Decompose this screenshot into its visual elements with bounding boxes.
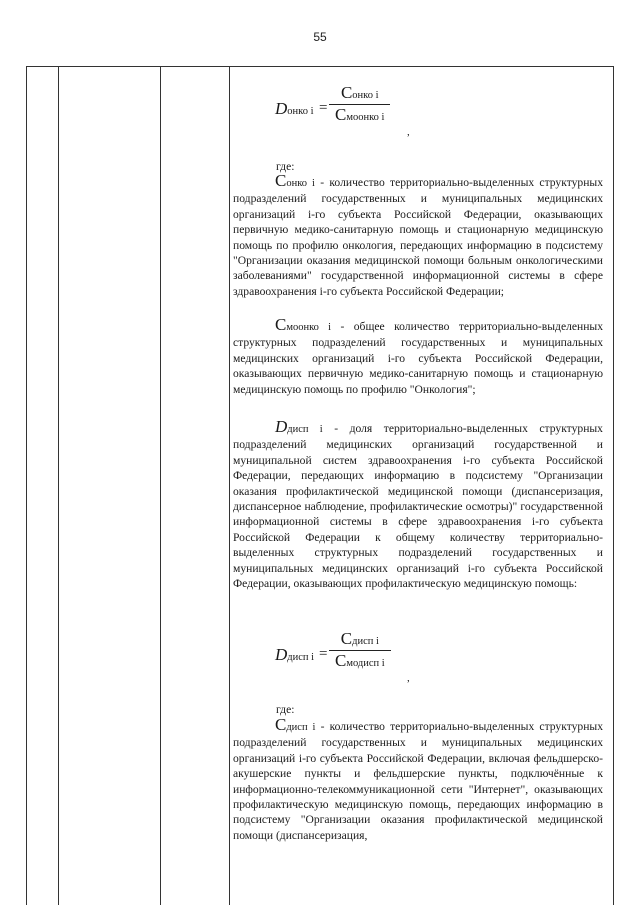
where-label: где: — [276, 703, 295, 716]
document-table — [26, 66, 614, 905]
table-divider-1 — [58, 67, 59, 905]
page-number: 55 — [313, 30, 327, 44]
definition-c-onko — [233, 173, 603, 299]
definition-symbol: D — [275, 417, 288, 436]
table-divider-2 — [160, 67, 161, 905]
formula-num-symbol: C — [340, 83, 353, 102]
formula-lhs-sub: дисп i — [287, 652, 315, 663]
formula-num-symbol: C — [340, 629, 353, 648]
definition-text: - количество территориально-выделенных структурных подразделений государственных и муниципальных медицинских организаций i-го субъекта Российской Федерации, включая фельдшерско-акушерские пункты и фельдшерские пункты, подключённые к информационно-телекоммуникационной сети "Интернет", оказывающих профилактическую медицинскую помощь, передающих информацию в подсистему "Организации оказания профилактической медицинской помощи (диспансеризация, — [233, 720, 603, 842]
table-border-right — [613, 67, 614, 905]
formula-lhs-symbol: D — [275, 99, 288, 118]
definition-symbol: C — [275, 315, 287, 334]
definition-c-moonko — [233, 317, 603, 397]
formula-den-sub: модисп i — [346, 658, 385, 670]
definition-text: - общее количество территориально-выделенных структурных подразделений государственных и муниципальных медицинских организаций i-го субъекта Российской Федерации, оказывающих первичную медико-санитарную помощь и стационарную медицинскую помощь по профилю "Онкология"; — [233, 320, 603, 396]
formula-equals: = — [319, 100, 328, 116]
where-label: где: — [276, 160, 295, 173]
formula-comma: , — [407, 126, 410, 138]
definition-sub: дисп i — [287, 424, 323, 435]
formula-comma: , — [407, 672, 410, 684]
definition-text: - доля территориально-выделенных структурных подразделений медицинских организаций государственной и муниципальной систем здравоохранения i-го субъекта Российской Федерации, передающих информацию в подсистему "Организации оказания профилактической медицинской помощи (диспансеризация, диспансерное наблюдение, профилактические осмотры)" государственной информационной системы в сфере здравоохранения i-го субъекта Российской Федерации к общему количеству территориально-выделенных структурных подразделений государственных и муниципальных медицинских организаций i-го субъекта Российской Федерации, оказывающих профилактическую медицинскую помощь: — [233, 422, 603, 591]
formula-lhs-sub: онко i — [287, 106, 314, 117]
table-content-cell — [229, 67, 603, 906]
definition-sub: онко i — [286, 178, 315, 189]
definition-symbol: C — [275, 715, 287, 734]
formula-num-sub: дисп i — [352, 636, 379, 647]
definition-text: - количество территориально-выделенных структурных подразделений государственных и муниципальных медицинских организаций i-го субъекта Российской Федерации, оказывающих первичную медико-санитарную помощь и стационарную медицинскую помощь по профилю онкология, передающих информацию в подсистему "Организации оказания медицинской помощи больным онкологическими заболеваниями" государственной информационной системы в сфере здравоохранения i-го субъекта Российской Федерации; — [233, 176, 603, 298]
formula-num-sub: онко i — [352, 90, 379, 101]
formula-fraction — [329, 85, 390, 126]
formula-equals: = — [319, 646, 328, 662]
definition-d-disp — [233, 419, 603, 591]
definition-sub: дисп i — [286, 722, 316, 733]
formula-fraction — [329, 631, 391, 672]
formula-lhs-symbol: D — [275, 645, 288, 664]
definition-sub: моонко i — [286, 322, 332, 333]
table-border-left — [26, 67, 27, 905]
formula-den-sub: моонко i — [346, 112, 385, 124]
formula-den-symbol: C — [335, 105, 347, 125]
definition-c-disp — [233, 717, 603, 843]
definition-symbol: C — [275, 171, 287, 190]
formula-den-symbol: C — [335, 651, 347, 671]
